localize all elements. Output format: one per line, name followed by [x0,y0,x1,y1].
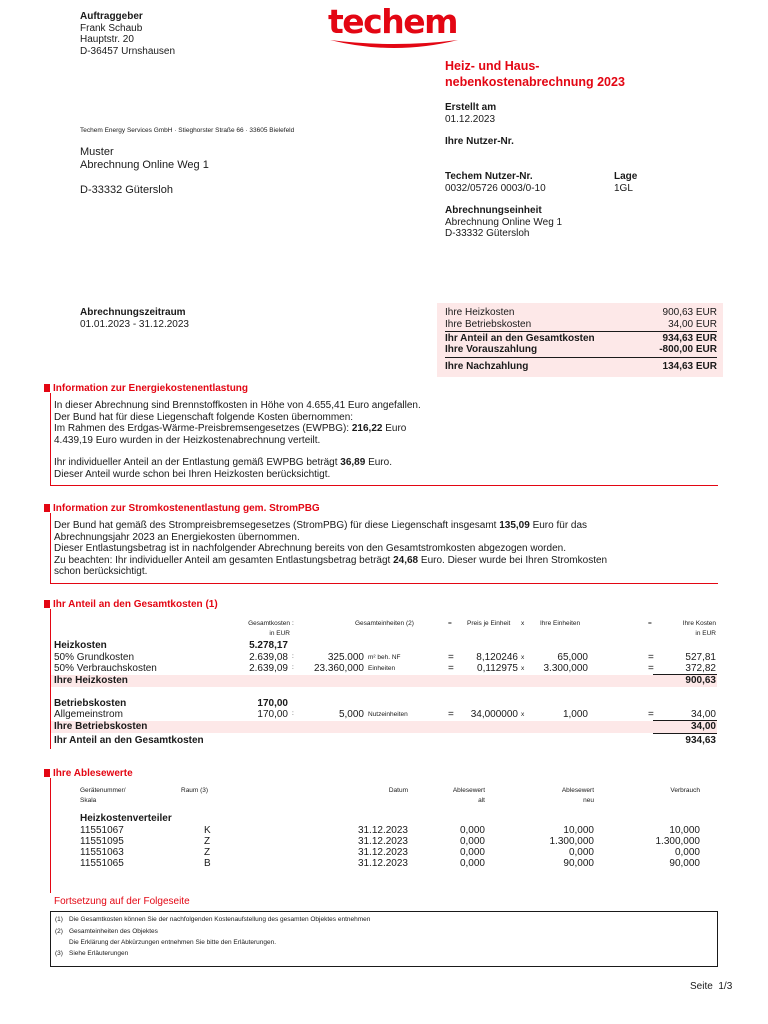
heiz-sum-value: 900,63 [685,675,716,686]
unit-line2: D-33332 Gütersloh [445,228,530,239]
created-block [445,102,496,125]
col-colon: : [292,620,294,627]
footnote-number: (1) [55,916,63,923]
recipient-line3: D-33332 Gütersloh [80,184,173,196]
period-block [80,307,189,330]
strom-p2: Abrechnungsjahr 2023 an Energiekosten übernommen. [54,531,300,543]
readings-heading [44,768,133,780]
energy-p6: Dieser Anteil wurde schon bei Ihren Heizkosten berücksichtigt. [54,468,331,480]
col-neu2: neu [583,797,594,804]
section-marker-icon [44,504,50,512]
summary-divider [445,331,717,332]
row-einh-unit: Einheiten [368,665,396,672]
footnotes-box [50,911,718,967]
client-street: Hauptstr. 20 [80,34,134,45]
summary-nach-value: 134,63 EUR [662,361,717,372]
reading-raum: B [204,858,211,869]
row-ihre: 3.300,000 [543,663,588,674]
costs-heading [44,599,218,611]
row-gesamt: 170,00 [257,709,288,720]
col-geraet: Gerätenummer/ [80,787,126,794]
row-x: x [521,654,525,661]
recipient-line1: Muster [80,146,114,158]
row-ihre: 65,000 [557,652,588,663]
energy-p3: Im Rahmen des Erdgas-Wärme-Preisbremsengesetzes (EWPBG): 216,22 Euro [54,423,407,434]
summary-voraus-label: Ihre Vorauszahlung [445,344,538,355]
heiz-sum-label: Ihre Heizkosten [54,675,128,686]
strom-heading-text: Information zur Stromkostenentlastung gem. StromPBG [53,503,320,514]
col-datum: Datum [388,787,408,794]
total-label: Ihr Anteil an den Gesamtkosten [54,735,204,746]
row-x: x [521,665,525,672]
row-kosten: 34,00 [690,709,716,720]
page-number: Seite 1/3 [690,981,733,992]
summary-heiz-value: 900,63 EUR [662,307,717,318]
footnote-text: Siehe Erläuterungen [69,950,129,957]
energy-heading-text: Information zur Energiekostenentlastung [53,383,249,394]
row-einh: 325.000 [327,652,364,663]
strom-p4: Zu beachten: Ihr individueller Anteil am gesamten Entlastungsbetrag beträgt 24,68 Euro. Dieser wurde bei Ihren Stromkosten [54,554,608,566]
logo-swoosh-icon [328,38,460,52]
row-gesamt: 2.639,08 [249,652,288,663]
row-ihre: 1,000 [562,709,588,720]
reading-neu: 1.300,000 [549,836,594,847]
sender-line: Techem Energy Services GmbH · Stieghorster Straße 66 · 33605 Bielefeld [80,127,295,134]
summary-divider-2 [445,357,717,358]
user-nr-label: Ihre Nutzer-Nr. [445,136,514,147]
row-name: Allgemeinstrom [54,709,123,720]
footnote-text: Gesamteinheiten des Objektes [69,928,158,935]
unit-line1: Abrechnung Online Weg 1 [445,216,563,228]
col-preis: Preis je Einheit [467,620,511,627]
row-name: 50% Verbrauchskosten [54,663,157,674]
footnote-text: Die Erklärung der Abkürzungen entnehmen Sie bitte den Erläuterungen. [69,939,277,946]
footnote-text: Die Gesamtkosten können Sie der nachfolgenden Kostenaufstellung des gesamten Objektes entnehmen [69,916,371,923]
continued-note: Fortsetzung auf der Folgeseite [54,896,190,907]
unit-block [445,205,562,240]
period-value: 01.01.2023 - 31.12.2023 [80,318,189,330]
reading-datum: 31.12.2023 [357,836,408,847]
energy-p5: Ihr individueller Anteil an der Entlastung gemäß EWPBG beträgt 36,89 Euro. [54,457,392,468]
section-marker-icon [44,769,50,777]
reading-nr: 11551063 [80,847,124,858]
costs-heading-text: Ihr Anteil an den Gesamtkosten (1) [53,599,218,610]
row-name: 50% Grundkosten [54,652,135,663]
row-einh-unit: Nutzeinheiten [368,711,408,718]
row-colon: : [292,653,294,660]
summary-anteil-label: Ihr Anteil an den Gesamtkosten [445,333,595,344]
logo-text: techem [328,2,457,41]
col-gesamt: Gesamtkosten [248,620,290,627]
summary-box [437,303,723,377]
energy-p1: In dieser Abrechnung sind Brennstoffkosten in Höhe von 4.655,41 Euro angefallen. [54,400,421,411]
techem-nr-value: 0032/05726 0003/0-10 [445,182,546,194]
col-verbrauch: Verbrauch [670,787,700,794]
row-x: x [521,711,525,718]
summary-voraus-value: -800,00 EUR [659,344,717,355]
summary-heiz-label: Ihre Heizkosten [445,307,515,318]
energy-p4: 4.439,19 Euro wurden in der Heizkostenabrechnung verteilt. [54,434,321,446]
strom-text [54,520,607,578]
readings-heading-text: Ihre Ablesewerte [53,768,133,779]
techem-nr-label: Techem Nutzer-Nr. [445,171,533,182]
row-einh-unit: m² beh. NF [368,654,401,661]
reading-verbrauch: 0,000 [674,847,700,858]
betrieb-sum-label: Ihre Betriebskosten [54,721,148,732]
heiz-label: Heizkosten [54,640,107,651]
created-label: Erstellt am [445,102,497,113]
reading-datum: 31.12.2023 [357,858,408,869]
client-block [80,11,175,57]
reading-nr: 11551065 [80,858,124,869]
reading-nr: 11551067 [80,825,124,836]
heiz-sum-bar [51,675,717,687]
row-einh: 5,000 [338,709,364,720]
strom-p5: schon berücksichtigt. [54,566,148,577]
col-einheiten: Gesamteinheiten (2) [355,620,414,627]
lage-block [614,171,637,194]
techem-logo [328,4,460,54]
row-eq: = [448,663,454,674]
client-name: Frank Schaub [80,22,143,34]
reading-nr: 11551095 [80,836,124,847]
summary-betrieb-value: 34,00 EUR [668,319,717,330]
reading-raum: K [204,825,211,836]
col-eq2: = [648,620,652,627]
row-preis: 8,120246 [476,652,518,663]
summary-anteil-value: 934,63 EUR [662,333,717,344]
lage-value: 1GL [614,182,633,194]
col-gesamt-unit: in EUR [269,630,290,637]
readings-group: Heizkostenverteiler [80,813,172,824]
betrieb-total: 170,00 [257,698,288,709]
reading-verbrauch: 90,000 [669,858,700,869]
reading-raum: Z [204,836,211,847]
col-ihre-kosten: Ihre Kosten [682,620,716,627]
col-ihre-kosten-unit: in EUR [695,630,716,637]
energy-text [54,400,421,480]
row-gesamt: 2.639,09 [249,663,288,674]
reading-alt: 0,000 [459,836,485,847]
reading-alt: 0,000 [459,825,485,836]
recipient-line2: Abrechnung Online Weg 1 [80,159,209,171]
section-marker-icon [44,600,50,608]
col-eq: = [448,620,452,627]
techem-nr-block [445,171,546,194]
row-kosten: 372,82 [685,663,716,674]
created-value: 01.12.2023 [445,113,496,125]
summary-betrieb-label: Ihre Betriebskosten [445,319,532,330]
footnote-number: (3) [55,950,63,957]
total-value: 934,63 [685,735,716,746]
col-alt1: Ablesewert [452,787,485,794]
reading-raum: Z [204,847,211,858]
betrieb-sum-bar [51,721,717,733]
row-preis: 0,112975 [477,663,518,674]
col-alt2: alt [478,797,485,804]
total-rule [653,733,717,734]
row-eq2: = [648,663,654,674]
row-eq: = [448,652,454,663]
reading-datum: 31.12.2023 [357,847,408,858]
document-title [445,58,625,90]
row-colon: : [292,710,294,717]
strom-p1: Der Bund hat gemäß des Strompreisbremsegesetzes (StromPBG) für diese Liegenschaft insgesamt 135,09 Euro für das [54,520,588,531]
readings-left-rule [50,778,51,893]
col-skala: Skala [80,797,97,804]
section-marker-icon [44,384,50,392]
reading-neu: 0,000 [568,847,594,858]
summary-nach-label: Ihre Nachzahlung [445,361,529,372]
col-x: x [521,620,525,627]
reading-neu: 10,000 [563,825,594,836]
strom-p3: Dieser Entlastungsbetrag ist in nachfolgender Abrechnung bereits von den Gesamtstromkosten abgezogen worden. [54,543,566,554]
client-label: Auftraggeber [80,11,143,22]
col-raum: Raum (3) [181,787,209,794]
row-colon: : [292,664,294,671]
row-eq2: = [648,652,654,663]
reading-verbrauch: 1.300,000 [655,836,700,847]
reading-alt: 0,000 [459,858,485,869]
title-line2: nebenkostenabrechnung 2023 [445,75,625,89]
period-label: Abrechnungszeitraum [80,307,186,318]
col-ihre-einh: Ihre Einheiten [540,620,581,627]
energy-p2: Der Bund hat für diese Liegenschaft folgende Kosten übernommen: [54,411,354,423]
reading-alt: 0,000 [459,847,485,858]
client-city: D-36457 Urnshausen [80,45,176,57]
recipient-block [80,146,209,197]
reading-verbrauch: 10,000 [669,825,700,836]
lage-label: Lage [614,171,638,182]
betrieb-sum-value: 34,00 [690,721,716,732]
row-eq: = [448,709,454,720]
footnote-number: (2) [55,928,63,935]
heiz-total: 5.278,17 [249,640,288,651]
reading-datum: 31.12.2023 [357,825,408,836]
col-neu1: Ablesewert [561,787,594,794]
betrieb-label: Betriebskosten [54,698,127,709]
unit-label: Abrechnungseinheit [445,205,542,216]
row-eq2: = [648,709,654,720]
row-preis: 34,000000 [470,709,518,720]
title-line1: Heiz- und Haus- [445,59,540,73]
row-kosten: 527,81 [685,652,716,663]
reading-neu: 90,000 [563,858,594,869]
row-einh: 23.360,000 [313,663,364,674]
